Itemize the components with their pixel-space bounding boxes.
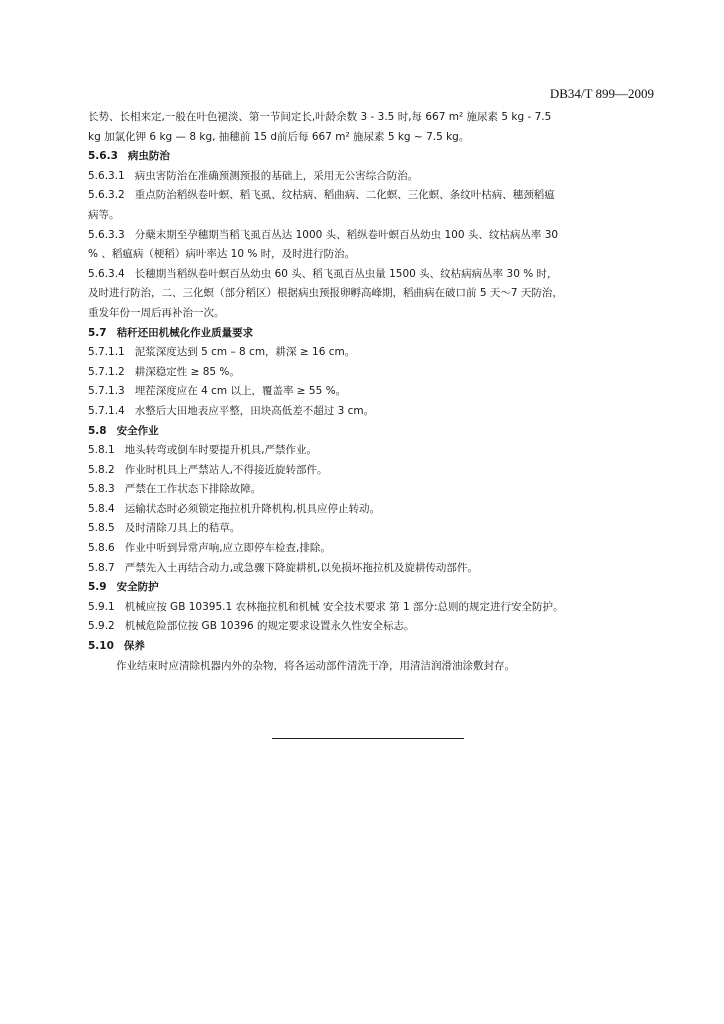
- heading-line: [88, 324, 660, 344]
- line-text: 机械应按 GB 10395.1 农林拖拉机和机械 安全技术要求 第 1 部分:总则的规定进行安全防护。: [124, 600, 564, 613]
- line-text: 作业中听到异常声响,应立即停车检查,排除。: [124, 542, 331, 555]
- line-text: 重发年份一周后再补治一次。: [88, 306, 225, 319]
- clause: [88, 167, 660, 187]
- line-text: 泥浆深度达到 5 cm – 8 cm，耕深 ≥ 16 cm。: [134, 346, 356, 359]
- clause: [88, 461, 660, 481]
- section-heading: [88, 147, 660, 167]
- text-line: [88, 480, 660, 500]
- text-line: [88, 245, 660, 265]
- text-line: [88, 402, 660, 422]
- text-line: [88, 186, 660, 206]
- text-line: [88, 519, 660, 539]
- clause: [88, 343, 660, 363]
- clause: [88, 382, 660, 402]
- text-line: [88, 539, 660, 559]
- section-heading: [88, 324, 660, 344]
- text-line: [88, 128, 660, 148]
- line-text: kg 加氯化钾 6 kg — 8 kg, 抽穗前 15 d前后每 667 m² 施尿素 5 kg ~ 7.5 kg。: [88, 130, 470, 143]
- clause-number: 5.6.3.2: [88, 189, 125, 202]
- line-text: 及时进行防治，二、三化螟（部分稻区）根据病虫预报卵孵高峰期，稻曲病在破口前 5 天～7 天防治，: [88, 287, 563, 300]
- clause-number: 5.8.3: [88, 483, 115, 496]
- heading-text: 病虫防治: [127, 150, 170, 163]
- clause-number: 5.6.3.3: [88, 228, 125, 241]
- text-line: [88, 167, 660, 187]
- clause-number: 5.8.6: [88, 542, 115, 555]
- line-text: 严禁在工作状态下排除故障。: [124, 483, 262, 496]
- line-text: 作业结束时应清除机器内外的杂物，将各运动部件清洗干净，用清洁润滑油涂敷封存。: [116, 659, 515, 672]
- clause: [88, 617, 660, 637]
- line-text: 作业时机具上严禁站人,不得接近旋转部件。: [124, 463, 328, 476]
- clause: [88, 559, 660, 579]
- clause: [88, 598, 660, 618]
- clause-number: 5.8.7: [88, 561, 115, 574]
- heading-text: 保养: [123, 640, 145, 653]
- text-line: [88, 598, 660, 618]
- clause: [88, 441, 660, 461]
- heading-text: 安全作业: [116, 424, 159, 437]
- text-line: [88, 617, 660, 637]
- text-line: [88, 441, 660, 461]
- line-text: 地头转弯或倒车时要提升机具,严禁作业。: [124, 444, 318, 457]
- clause: [88, 226, 660, 265]
- clause: [88, 539, 660, 559]
- section-heading: [88, 578, 660, 598]
- section-heading: [88, 637, 660, 657]
- clause-number: 5.7.1.2: [88, 365, 125, 378]
- heading-text: 安全防护: [116, 581, 159, 594]
- line-text: 运输状态时必须锁定拖拉机升降机构,机具应停止转动。: [124, 502, 381, 515]
- clause-number: 5.7.1.1: [88, 346, 125, 359]
- line-text: % 、稻瘟病（梗稻）病叶率达 10 % 时，及时进行防治。: [88, 248, 356, 261]
- text-line: [88, 304, 660, 324]
- clause-number: 5.6.3.1: [88, 169, 125, 182]
- end-rule: [272, 738, 464, 739]
- clause-number: 5.8.1: [88, 444, 115, 457]
- clause-number: 5.8.2: [88, 463, 115, 476]
- clause-number: 5.7: [88, 326, 107, 339]
- heading-line: [88, 422, 660, 442]
- text-line: [88, 108, 660, 128]
- heading-line: [88, 637, 660, 657]
- text-line: [88, 382, 660, 402]
- clause: [88, 500, 660, 520]
- document-body: [88, 108, 660, 676]
- line-text: 埋茬深度应在 4 cm 以上，覆盖率 ≥ 55 %。: [134, 385, 347, 398]
- text-line: [88, 284, 660, 304]
- clause-number: 5.8.4: [88, 502, 115, 515]
- clause: [88, 265, 660, 324]
- text-line: [88, 657, 660, 677]
- text-line: [88, 206, 660, 226]
- text-line: [88, 265, 660, 285]
- line-text: 及时清除刀具上的秸草。: [124, 522, 241, 535]
- line-text: 重点防治稻纵卷叶螟、稻飞虱、纹枯病、稻曲病、二化螟、三化螟、条纹叶枯病、穗颈稻瘟: [134, 189, 555, 202]
- line-text: 病虫害防治在准确预测预报的基础上，采用无公害综合防治。: [134, 169, 419, 182]
- heading-text: 秸秆还田机械化作业质量要求: [116, 326, 254, 339]
- text-line: [88, 343, 660, 363]
- clause-number: 5.8: [88, 424, 107, 437]
- clause: [88, 480, 660, 500]
- clause-number: 5.7.1.4: [88, 404, 125, 417]
- clause-number: 5.7.1.3: [88, 385, 125, 398]
- text-line: [88, 226, 660, 246]
- clause-number: 5.9.1: [88, 600, 115, 613]
- heading-line: [88, 147, 660, 167]
- line-text: 长势、长相来定,一般在叶色褪淡、第一节间定长,叶龄余数 3 - 3.5 时,每 667 m² 施尿素 5 kg - 7.5: [88, 111, 552, 123]
- text-line: [88, 559, 660, 579]
- line-text: 耕深稳定性 ≥ 85 %。: [134, 365, 240, 378]
- clause-number: 5.10: [88, 640, 114, 653]
- line-text: 机械危险部位按 GB 10396 的规定要求设置永久性安全标志。: [124, 620, 415, 633]
- section-heading: [88, 422, 660, 442]
- paragraph: [88, 657, 660, 677]
- clause-number: 5.9: [88, 581, 107, 594]
- line-text: 分蘖末期至孕穗期当稻飞虱百丛达 1000 头、稻纵卷叶螟百丛幼虫 100 头、纹枯病丛率 30: [134, 228, 559, 241]
- clause: [88, 402, 660, 422]
- heading-line: [88, 578, 660, 598]
- line-text: 长穗期当稻纵卷叶螟百丛幼虫 60 头、稻飞虱百丛虫量 1500 头、纹枯病病丛率 30 % 时，: [134, 267, 558, 280]
- text-line: [88, 500, 660, 520]
- standard-code: DB34/T 899—2009: [549, 86, 654, 101]
- clause-number: 5.8.5: [88, 522, 115, 535]
- clause: [88, 519, 660, 539]
- line-text: 严禁先入土再结合动力,或急骤下降旋耕机,以免损坏拖拉机及旋耕传动部件。: [124, 561, 478, 574]
- paragraph: [88, 108, 660, 147]
- clause-number: 5.9.2: [88, 620, 115, 633]
- clause: [88, 186, 660, 225]
- clause: [88, 363, 660, 383]
- line-text: 病等。: [88, 208, 120, 221]
- line-text: 水整后大田地表应平整，田块高低差不超过 3 cm。: [134, 404, 375, 417]
- text-line: [88, 461, 660, 481]
- text-line: [88, 363, 660, 383]
- clause-number: 5.6.3.4: [88, 267, 125, 280]
- clause-number: 5.6.3: [88, 150, 118, 163]
